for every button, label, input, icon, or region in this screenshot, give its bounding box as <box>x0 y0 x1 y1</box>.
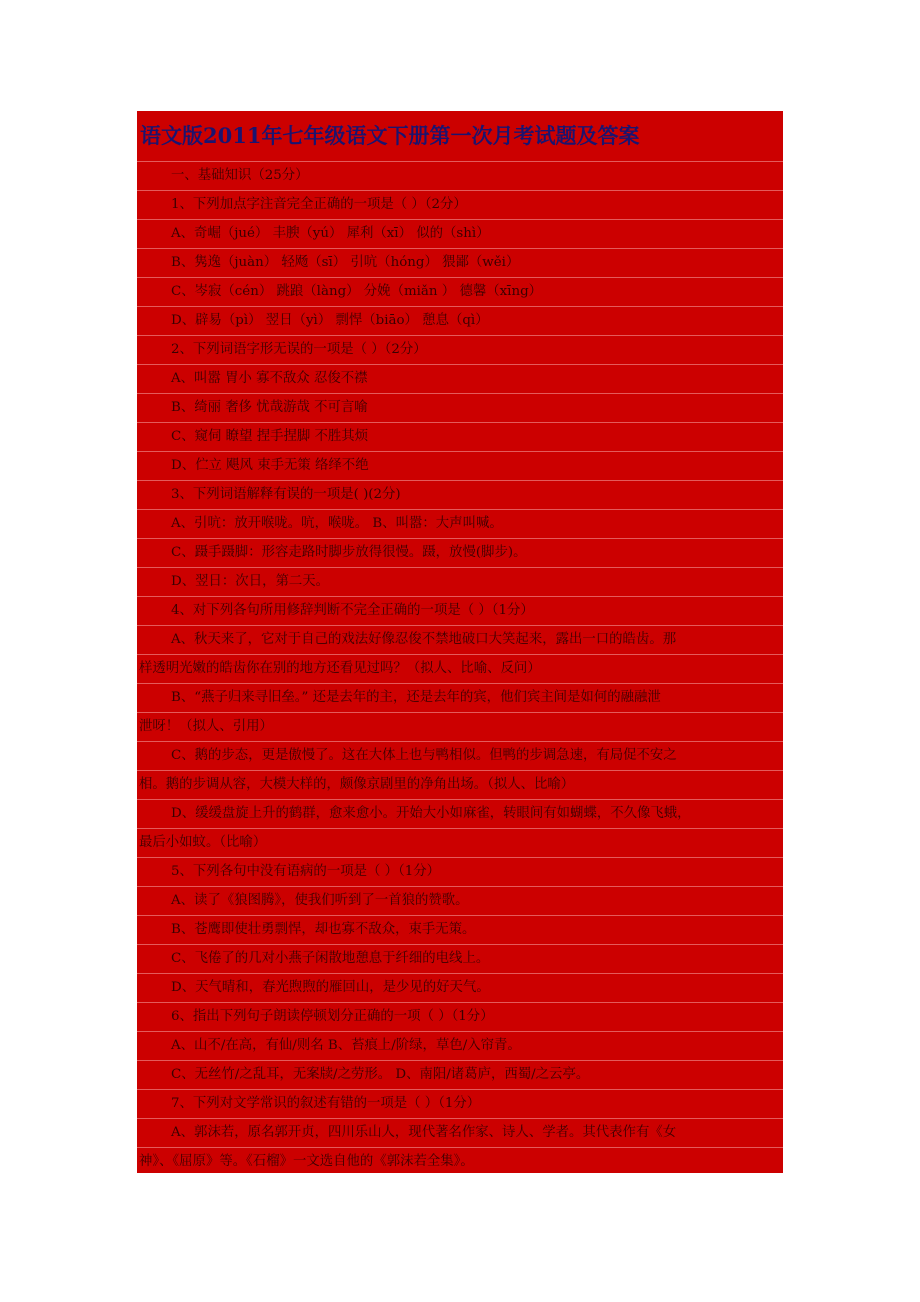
document-line: D、翌日：次日，第二天。 <box>137 568 783 597</box>
document-line: A、叫嚣 胃小 寡不敌众 忍俊不襟 <box>137 365 783 394</box>
document-line: C、飞倦了的几对小燕子闲散地憩息于纤细的电线上。 <box>137 945 783 974</box>
document-line: A、郭沫若，原名郭开贞，四川乐山人，现代著名作家、诗人、学者。其代表作有《女 <box>137 1119 783 1148</box>
document-line: D、天气晴和，春光煦煦的雁回山，是少见的好天气。 <box>137 974 783 1003</box>
document-body <box>137 162 783 1173</box>
document-line: C、蹑手蹑脚：形容走路时脚步放得很慢。蹑，放慢(脚步)。 <box>137 539 783 568</box>
document-line: 最后小如蚊。（比喻） <box>137 829 783 858</box>
document-line: 7、下列对文学常识的叙述有错的一项是（ ）（1分） <box>137 1090 783 1119</box>
document-line: D、伫立 飓风 束手无策 络绎不绝 <box>137 452 783 481</box>
document-line: A、山不/在高，有仙/则名 B、苔痕上/阶绿，草色/入帘青。 <box>137 1032 783 1061</box>
document-line: 1、下列加点字注音完全正确的一项是（ ）（2分） <box>137 191 783 220</box>
document-line: A、奇崛（jué） 丰腴（yú） 犀利（xī） 似的（shì） <box>137 220 783 249</box>
document-line: B、隽逸（juàn） 轻飏（sī） 引吭（hóng） 猥鄙（wěi） <box>137 249 783 278</box>
document-title: 语文版2011年七年级语文下册第一次月考试题及答案 <box>137 111 783 162</box>
document-page <box>137 111 783 1173</box>
document-line: D、辟易（pì） 翌日（yì） 剽悍（biāo） 憩息（qì） <box>137 307 783 336</box>
document-line: 3、下列词语解释有误的一项是( )(2分) <box>137 481 783 510</box>
document-line: A、引吭：放开喉咙。吭，喉咙。 B、叫嚣：大声叫喊。 <box>137 510 783 539</box>
document-line: 神》、《屈原》等。《石榴》一文选自他的《郭沫若全集》。 <box>137 1148 783 1173</box>
document-line: D、缓缓盘旋上升的鹤群，愈来愈小。开始大小如麻雀，转眼间有如蝴蝶，不久像飞蛾， <box>137 800 783 829</box>
document-line: C、岑寂（cén） 跳踉（làng） 分娩（miǎn ） 德馨（xīng） <box>137 278 783 307</box>
document-line: 2、下列词语字形无误的一项是（ ）（2分） <box>137 336 783 365</box>
document-line: C、无丝竹/之乱耳，无案牍/之劳形。 D、南阳/诸葛庐，西蜀/之云亭。 <box>137 1061 783 1090</box>
document-line: 6、指出下列句子朗读停顿划分正确的一项（ ）（1分） <box>137 1003 783 1032</box>
document-line: 泄呀！（拟人、引用） <box>137 713 783 742</box>
document-line: 相。鹅的步调从容，大模大样的，颇像京剧里的净角出场。（拟人、比喻） <box>137 771 783 800</box>
document-line: 一、基础知识（25分） <box>137 162 783 191</box>
document-line: B、“燕子归来寻旧垒。” 还是去年的主，还是去年的宾，他们宾主间是如何的融融泄 <box>137 684 783 713</box>
document-line: 样透明光嫩的皓齿你在别的地方还看见过吗？（拟人、比喻、反问） <box>137 655 783 684</box>
document-line: 5、下列各句中没有语病的一项是（ ）（1分） <box>137 858 783 887</box>
document-line: 4、对下列各句所用修辞判断不完全正确的一项是（ ）（1分） <box>137 597 783 626</box>
document-line: C、窥伺 瞭望 捏手捏脚 不胜其烦 <box>137 423 783 452</box>
document-line: A、秋天来了，它对于自己的戏法好像忍俊不禁地破口大笑起来，露出一口的皓齿。那 <box>137 626 783 655</box>
document-line: C、鹅的步态，更是傲慢了。这在大体上也与鸭相似。但鸭的步调急速，有局促不安之 <box>137 742 783 771</box>
document-line: B、绮丽 奢侈 忧哉游哉 不可言喻 <box>137 394 783 423</box>
document-line: A、读了《狼图腾》，使我们听到了一首狼的赞歌。 <box>137 887 783 916</box>
document-line: B、苍鹰即使壮勇剽悍，却也寡不敌众，束手无策。 <box>137 916 783 945</box>
